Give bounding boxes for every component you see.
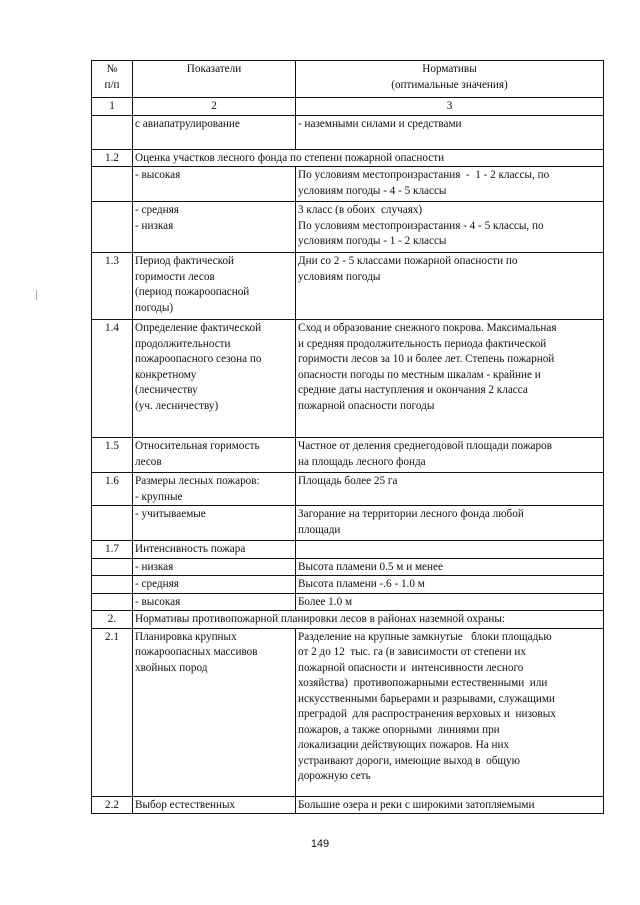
- norm-line: условиям погоды - 4 - 5 классы: [298, 184, 447, 197]
- norm-line: По условиям местопроизрастания - 4 - 5 классы, по: [298, 219, 544, 232]
- indicator-cell: [133, 576, 296, 594]
- indicator-cell: [133, 796, 296, 814]
- table-row: [92, 167, 604, 202]
- table-row: [92, 628, 604, 796]
- indicator-cell: [133, 506, 296, 541]
- margin-mark: [36, 290, 37, 300]
- indicator-line: пожароопасного сезона по: [135, 353, 262, 365]
- indicator-line: (период пожароопасной: [135, 286, 250, 298]
- header-number-line-1: №: [106, 63, 118, 75]
- norm-line: пожарной опасности и интенсивности лесного: [298, 661, 524, 674]
- indicator-line: погоды): [135, 301, 174, 314]
- norm-line: Площадь более 25 га: [298, 475, 398, 487]
- table-header-row: [92, 61, 604, 98]
- indicator-line: - крупные: [135, 490, 183, 503]
- indicator-line: - высокая: [135, 169, 181, 181]
- indicator-cell: [133, 253, 296, 320]
- indicator-line: - средняя: [135, 204, 179, 216]
- indicator-line: конкретному: [135, 368, 197, 381]
- indicator-line: - средняя: [135, 578, 179, 590]
- norm-line: преградой для распространения верховых и низовых: [298, 708, 556, 720]
- norm-line: Большие озера и реки с широкими затопляемыми: [298, 798, 535, 811]
- norm-line: пожарной опасности погоды: [298, 399, 435, 412]
- norm-cell: [296, 438, 604, 473]
- indicator-line: (лесничеству: [135, 384, 198, 396]
- norm-cell: [296, 576, 604, 594]
- indicator-line: Относительная горимость: [135, 440, 260, 452]
- table-row: [92, 253, 604, 320]
- norm-line: и средняя продолжительность периода фактической: [298, 337, 547, 350]
- norm-cell: [296, 320, 604, 438]
- norms-table: [91, 60, 604, 814]
- norm-cell: [296, 506, 604, 541]
- row-number: [92, 202, 133, 253]
- row-number: 1.5: [92, 438, 133, 473]
- indicator-line: - учитываемые: [135, 508, 206, 520]
- table-row: [92, 796, 604, 814]
- indicator-cell: [133, 438, 296, 473]
- norm-line: площади: [298, 523, 341, 536]
- indicator-line: хвойных пород: [135, 661, 208, 674]
- indicator-line: (уч. лесничеству): [135, 399, 219, 412]
- norm-cell: [296, 593, 604, 611]
- page-number: 149: [310, 838, 330, 850]
- table-row: [92, 558, 604, 576]
- norm-line: Высота пламени -.6 - 1.0 м: [298, 578, 425, 590]
- norm-cell: [296, 253, 604, 320]
- row-number: [92, 593, 133, 611]
- row-number: 2.: [92, 611, 133, 629]
- header-number-cell: [92, 61, 133, 98]
- norm-line: условиям погоды - 1 - 2 классы: [298, 235, 447, 247]
- indicator-line: горимости лесов: [135, 270, 215, 283]
- norm-line: пожаров, а также опорными линиями при: [298, 723, 500, 736]
- column-index-row: [92, 98, 604, 116]
- section-heading: Нормативы противопожарной планировки лесов в районах наземной охраны:: [133, 611, 604, 629]
- norm-line: - наземными силами и средствами: [298, 117, 462, 130]
- section-heading: Оценка участков лесного фонда по степени пожарной опасности: [133, 149, 604, 167]
- norm-line: хозяйства) противопожарными естественными или: [298, 677, 548, 689]
- norm-line: устраивают дороги, имеющие выход в общую: [298, 754, 520, 767]
- row-number: [92, 558, 133, 576]
- norm-cell: [296, 202, 604, 253]
- norm-line: дорожную сеть: [298, 770, 371, 782]
- indicator-line: Период фактической: [135, 255, 235, 267]
- norm-cell: [296, 796, 604, 814]
- row-number: 1.4: [92, 320, 133, 438]
- norm-line: Высота пламени 0.5 м и менее: [298, 560, 443, 573]
- table-row: [92, 576, 604, 594]
- norm-line: По условиям местопроизрастания - 1 - 2 классы, по: [298, 169, 550, 181]
- row-number: 2.1: [92, 628, 133, 796]
- indicator-cell: [133, 628, 296, 796]
- table-row: [92, 149, 604, 167]
- indicator-line: - низкая: [135, 219, 174, 232]
- indicator-cell: [133, 167, 296, 202]
- row-number: 2.2: [92, 796, 133, 814]
- norm-line: 3 класс (в обоих случаях): [298, 204, 423, 216]
- indicator-cell: [133, 558, 296, 576]
- indicator-cell: [133, 541, 296, 559]
- indicator-line: Выбор естественных: [135, 798, 236, 811]
- row-number: 1.6: [92, 473, 133, 506]
- table-row: [92, 473, 604, 506]
- indicator-line: Интенсивность пожара: [135, 543, 246, 555]
- norm-line: Частное от деления среднегодовой площади пожаров: [298, 440, 552, 452]
- header-number-line-2: п/п: [104, 78, 120, 91]
- row-number: [92, 576, 133, 594]
- norm-cell: [296, 167, 604, 202]
- norm-cell: [296, 541, 604, 559]
- indicator-line: - низкая: [135, 560, 174, 573]
- indicator-line: пожароопасных массивов: [135, 646, 258, 658]
- table-row: [92, 320, 604, 438]
- norm-cell: [296, 473, 604, 506]
- norm-line: локализации действующих пожаров. На них: [298, 739, 510, 751]
- norm-line: Сход и образование снежного покрова. Максимальная: [298, 322, 557, 334]
- norm-line: от 2 до 12 тыс. га (в зависимости от степени их: [298, 646, 526, 658]
- norm-line: на площадь лесного фонда: [298, 455, 426, 468]
- indicator-cell: [133, 473, 296, 506]
- table-row: [92, 541, 604, 559]
- column-index-3: 3: [296, 98, 604, 116]
- row-number: [92, 115, 133, 149]
- column-index-2: 2: [133, 98, 296, 116]
- row-number: [92, 167, 133, 202]
- norm-line: Дни со 2 - 5 классами пожарной опасности по: [298, 255, 518, 267]
- indicator-cell: [133, 320, 296, 438]
- indicator-line: Размеры лесных пожаров:: [135, 475, 260, 487]
- indicator-cell: [133, 202, 296, 253]
- indicator-line: Определение фактической: [135, 322, 262, 334]
- header-norms-line-2: (оптимальные значения): [391, 78, 508, 91]
- column-index-1: 1: [92, 98, 133, 116]
- row-number: 1.7: [92, 541, 133, 559]
- norm-cell: [296, 115, 604, 149]
- norm-line: искусственными барьерами и разрывами, служащими: [298, 692, 555, 705]
- norm-cell: [296, 628, 604, 796]
- table-row: [92, 438, 604, 473]
- indicator-line: продолжительности: [135, 337, 231, 350]
- table-row: [92, 115, 604, 149]
- table-row: [92, 202, 604, 253]
- norm-line: опасности погоды по местным шкалам - крайние и: [298, 368, 541, 381]
- row-number: 1.3: [92, 253, 133, 320]
- norm-line: средние даты наступления и окончания 2 класса: [298, 384, 528, 396]
- row-number: [92, 506, 133, 541]
- norm-cell: [296, 558, 604, 576]
- norm-line: Загорание на территории лесного фонда любой: [298, 508, 524, 520]
- row-number: 1.2: [92, 149, 133, 167]
- norm-line: Более 1.0 м: [298, 595, 353, 608]
- header-norms-cell: [296, 61, 604, 98]
- indicator-line: Планировка крупных: [135, 630, 237, 643]
- indicator-cell: [133, 115, 296, 149]
- indicator-cell: [133, 593, 296, 611]
- indicator-line: лесов: [135, 455, 162, 468]
- norm-line: условиям погоды: [298, 270, 381, 283]
- norm-line: Разделение на крупные замкнутые блоки площадью: [298, 630, 552, 643]
- header-norms-line-1: Нормативы: [422, 63, 477, 75]
- table-row: [92, 593, 604, 611]
- norm-line: горимости лесов за 10 и более лет. Степень пожарной: [298, 353, 555, 365]
- table-row: [92, 506, 604, 541]
- table-row: [92, 611, 604, 629]
- indicator-line: с авиапатрулирование: [135, 117, 240, 130]
- header-indicators-cell: Показатели: [133, 61, 296, 98]
- indicator-line: - высокая: [135, 595, 181, 608]
